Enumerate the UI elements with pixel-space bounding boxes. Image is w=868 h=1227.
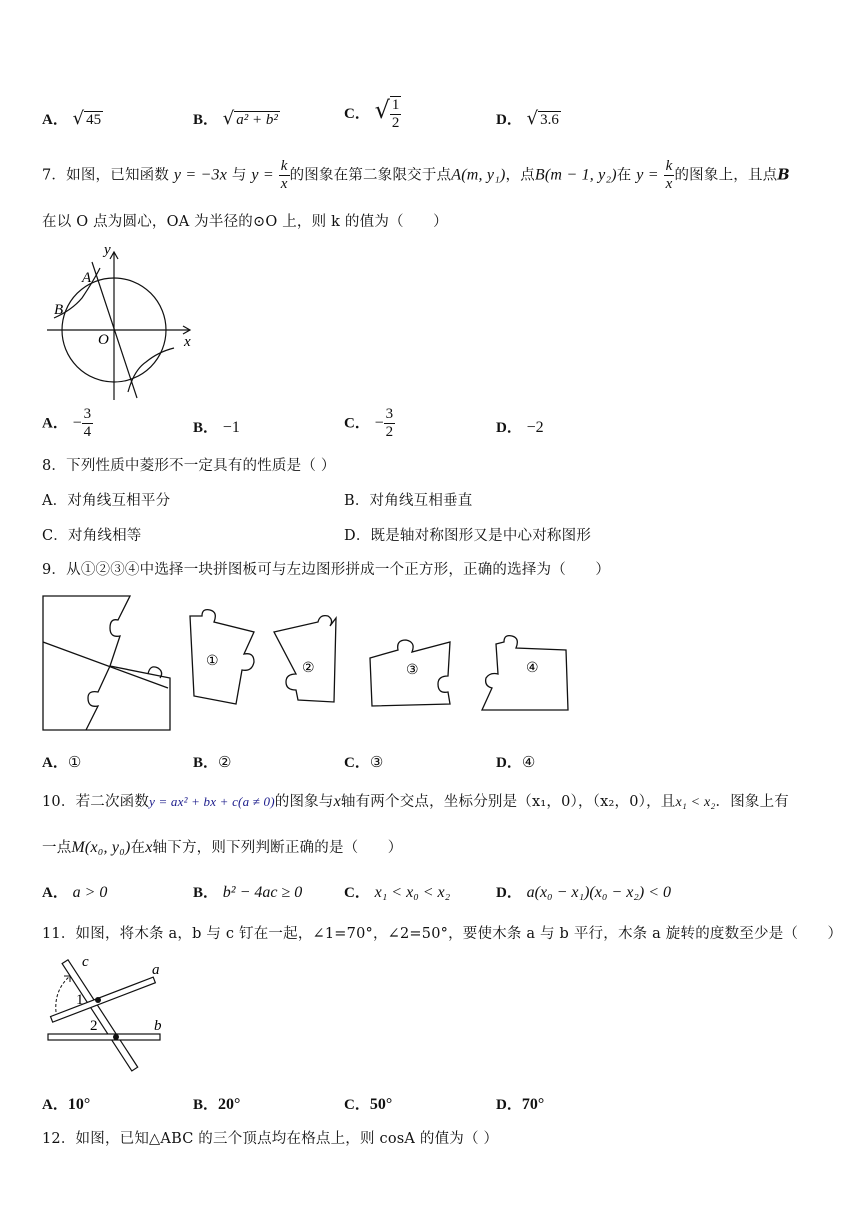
fig-label-y: y — [104, 242, 111, 258]
q8-option-c[interactable]: C．对角线相等 — [42, 528, 142, 544]
q7-point-b-label: B — [777, 166, 790, 184]
left-shape-cut-1 — [43, 642, 168, 688]
q11-option-d[interactable] — [496, 1093, 544, 1114]
option-label: B． — [193, 420, 219, 436]
option-label: A． — [42, 1097, 68, 1113]
nail-2-icon — [113, 1034, 119, 1040]
q7-text: 的图象在第二象限交于点 — [289, 167, 452, 184]
option-sign: − — [72, 414, 82, 432]
piece-1 — [190, 610, 254, 704]
question-number: 10． — [42, 794, 76, 810]
q7-figure — [42, 240, 202, 405]
option-label: D． — [496, 420, 522, 436]
option-label: C． — [344, 415, 370, 432]
numerator: k — [280, 158, 288, 174]
option-value: 70° — [521, 1096, 545, 1113]
option-value: 45 — [86, 112, 102, 128]
q9-option-a[interactable] — [42, 751, 81, 772]
option-label: B． — [193, 885, 219, 901]
nail-1-icon — [95, 997, 101, 1003]
option-label: A． — [42, 415, 68, 432]
q7-eq3: y = — [636, 166, 659, 184]
option-label: C． — [344, 755, 370, 771]
hyperbola-branch-4 — [128, 348, 174, 392]
q7-text: ，点 — [505, 167, 535, 184]
option-label: D． — [496, 885, 522, 901]
option-value: 3.6 — [540, 112, 559, 128]
option-label: B． — [193, 755, 219, 771]
q11-figure — [40, 952, 175, 1077]
q8-option-a[interactable]: A．对角线互相平分 — [42, 493, 171, 509]
option-label: D． — [496, 1097, 522, 1113]
fig-label-b: b — [154, 1018, 162, 1034]
fig-label-angle-1: 1 — [76, 992, 84, 1008]
fig-label-x: x — [184, 334, 191, 350]
piece-2-label: ② — [302, 660, 315, 676]
q10-option-c[interactable] — [344, 881, 450, 902]
option-sign: − — [374, 414, 384, 432]
option-value: −1 — [222, 419, 240, 436]
rotation-arc — [56, 976, 70, 1012]
option-value: a > 0 — [72, 884, 108, 901]
q11-question: 11．如图，将木条 a，b 与 c 钉在一起，∠1=70°，∠2=50°，要使木条 a 与 b 平行，木条 a 旋转的度数至少是（ ） — [42, 926, 843, 942]
q9-option-d[interactable] — [496, 751, 535, 772]
stick-b — [48, 1034, 160, 1040]
q7-eq2-fraction — [279, 158, 290, 193]
numerator: 1 — [391, 97, 400, 113]
option-value: 10° — [67, 1096, 91, 1113]
numerator: k — [665, 158, 673, 174]
option-label: B． — [193, 1097, 219, 1113]
sqrt-sign-icon: √ — [526, 108, 539, 129]
q10-text: ．图象上有 — [715, 794, 789, 810]
piece-4-label: ④ — [526, 660, 539, 676]
sqrt-sign-icon: √ — [72, 108, 85, 129]
denominator: x — [665, 176, 673, 192]
option-value: 50° — [369, 1096, 393, 1113]
fig-label-o: O — [98, 332, 109, 348]
option-value: a² + b² — [236, 112, 278, 128]
q9-option-b[interactable] — [193, 751, 231, 772]
q11-option-c[interactable] — [344, 1093, 392, 1114]
option-value: ① — [67, 753, 82, 771]
q10-option-a[interactable] — [42, 881, 107, 902]
q10-text: 轴有两个交点，坐标分别是（x₁，0），（x₂，0），且 — [340, 794, 676, 810]
option-label: D． — [496, 755, 522, 771]
q10-text: 若二次函数 — [75, 794, 150, 810]
q10-text: 的图象与 — [274, 794, 334, 810]
denominator: 2 — [385, 424, 394, 440]
denominator: x — [280, 176, 288, 192]
stick-c — [62, 960, 138, 1071]
option-label: D． — [496, 112, 522, 128]
option-label: C． — [344, 106, 370, 122]
numerator: 3 — [83, 406, 92, 422]
option-label: C． — [344, 1097, 370, 1113]
q6-option-a[interactable] — [42, 108, 103, 129]
q10-option-b[interactable] — [193, 881, 302, 902]
q7-option-a[interactable] — [42, 406, 93, 441]
option-value: 20° — [218, 1096, 241, 1113]
left-shape — [43, 596, 170, 730]
piece-1-label: ① — [206, 653, 219, 669]
q7-text: 的图象上，且点 — [674, 167, 778, 184]
q10-point-m: M(x₀, y₀) — [71, 839, 131, 856]
option-value: x₁ < x₀ < x₂ — [374, 884, 451, 901]
option-fraction — [82, 406, 94, 441]
piece-4 — [482, 636, 568, 710]
sqrt-sign-icon: √ — [222, 108, 235, 129]
fig-label-b: B — [54, 302, 64, 318]
option-value: ③ — [369, 753, 384, 771]
denominator: 2 — [391, 115, 400, 131]
q10-x: x — [145, 839, 153, 856]
q7-option-b[interactable] — [193, 416, 240, 437]
q10-text: 轴下方，则下列判断正确的是（ ） — [152, 840, 403, 856]
q10-inequality: x₁ < x₂ — [675, 795, 716, 810]
q11-option-a[interactable] — [42, 1093, 90, 1114]
option-fraction — [384, 406, 396, 441]
option-value: ② — [218, 753, 232, 771]
sqrt-sign-icon: √ — [374, 96, 390, 124]
q7-option-d[interactable] — [496, 416, 544, 437]
q12-question: 12．如图，已知△ABC 的三个顶点均在格点上，则 cosA 的值为（ ） — [42, 1131, 499, 1147]
option-label: A． — [42, 885, 68, 901]
q7-text: 在 — [616, 167, 632, 184]
piece-2 — [274, 616, 336, 702]
q7-line1 — [42, 158, 790, 193]
q9-option-c[interactable] — [344, 751, 383, 772]
q7-point-a: A(m, y₁) — [451, 166, 506, 184]
q10-option-d[interactable] — [496, 881, 671, 902]
denominator: 4 — [83, 424, 92, 440]
q7-eq3-fraction — [664, 158, 675, 193]
q10-text: 在 — [130, 840, 146, 856]
q7-text: 如图，已知函数 — [66, 167, 170, 184]
left-shape-cut-2 — [86, 666, 110, 730]
q10-function: y = ax² + bx + c(a ≠ 0) — [149, 794, 275, 809]
question-number: 7． — [42, 167, 67, 184]
option-label: B． — [193, 112, 219, 128]
option-value: ④ — [521, 753, 536, 771]
q8-option-b[interactable]: B．对角线互相垂直 — [344, 493, 473, 509]
q10-line1 — [42, 790, 789, 811]
option-fraction — [390, 96, 402, 132]
option-value: b² − 4ac ≥ 0 — [222, 884, 303, 901]
q10-text: 一点 — [42, 840, 72, 856]
fig-label-c: c — [82, 954, 89, 970]
q8-question: 8．下列性质中菱形不一定具有的性质是（ ） — [42, 458, 336, 474]
q9-figure — [40, 592, 580, 737]
option-value: −2 — [526, 419, 544, 436]
q7-point-b: B(m − 1, y₂) — [534, 166, 617, 184]
piece-3-label: ③ — [406, 662, 419, 678]
option-label: A． — [42, 112, 68, 128]
option-value: a(x₀ − x₁)(x₀ − x₂) < 0 — [526, 884, 671, 901]
option-label: C． — [344, 885, 370, 901]
q6-option-c[interactable] — [344, 96, 401, 132]
q7-eq2: y = — [251, 166, 274, 184]
numerator: 3 — [385, 406, 394, 422]
option-label: A． — [42, 755, 68, 771]
q7-eq1: y = −3x — [173, 166, 228, 184]
q7-text: 与 — [231, 167, 247, 184]
q6-option-d[interactable] — [496, 108, 561, 129]
q8-option-d[interactable]: D．既是轴对称图形又是中心对称图形 — [344, 528, 592, 544]
q7-line2: 在以 O 点为圆心，OA 为半径的⊙O 上，则 k 的值为（ ） — [42, 214, 448, 230]
q7-option-c[interactable] — [344, 406, 395, 441]
fig-label-a: A — [82, 270, 92, 286]
q11-option-b[interactable] — [193, 1093, 240, 1114]
q10-x: x — [333, 793, 341, 810]
q10-line2 — [42, 836, 402, 857]
q6-option-b[interactable] — [193, 108, 280, 129]
fig-label-angle-2: 2 — [90, 1018, 98, 1034]
q9-question: 9．从①②③④中选择一块拼图板可与左边图形拼成一个正方形，正确的选择为（ ） — [42, 562, 611, 578]
fig-label-a: a — [152, 962, 160, 978]
